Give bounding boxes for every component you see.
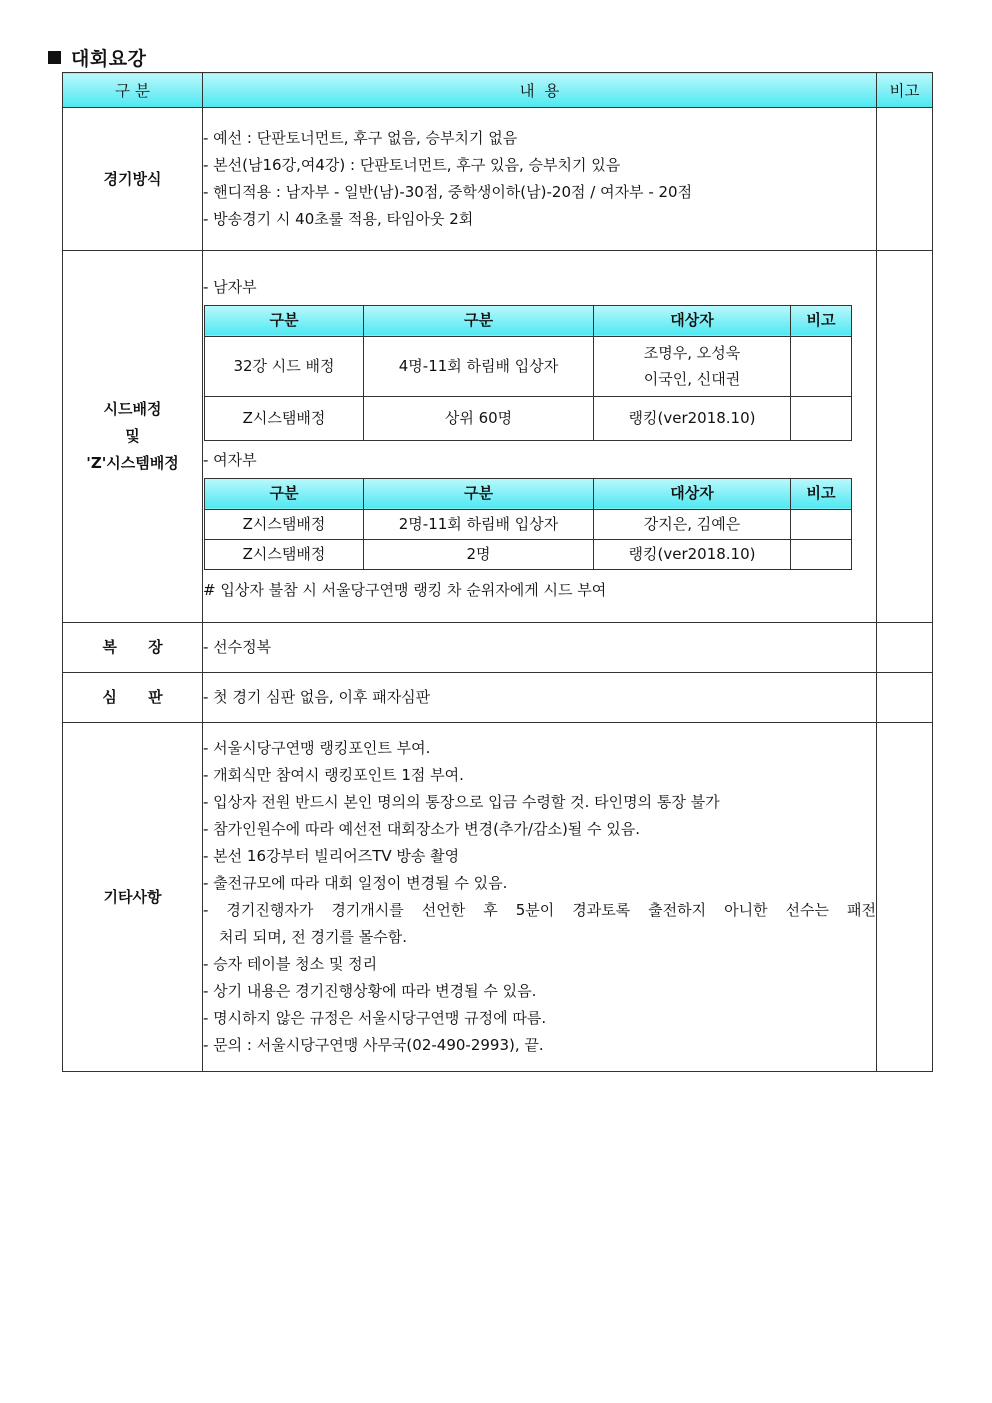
category-attire: 복 장 (63, 623, 203, 673)
men-table-header (205, 305, 852, 336)
page-title (48, 44, 146, 71)
misc-line: - 본선 16강부터 빌리어즈TV 방송 촬영 (203, 847, 460, 865)
table-header-row (63, 73, 933, 108)
men-row-person: 이국인, 신대권 (643, 370, 741, 388)
women-header-cell: 구분 (364, 478, 594, 509)
misc-line: - 문의 : 서울시당구연맹 사무국(02-490-2993), 끝. (203, 1036, 544, 1054)
seed-note: # 입상자 불참 시 서울당구연맹 랭킹 차 순위자에게 시드 부여 (203, 580, 607, 599)
women-row-cell: 2명-11회 하림배 입상자 (364, 509, 594, 539)
remarks-format (877, 108, 933, 251)
format-line: - 본선(남16강,여4강) : 단판토너먼트, 후구 있음, 승부치기 있음 (203, 156, 621, 174)
men-row-cell: 4명-11회 하림배 입상자 (364, 336, 594, 396)
women-header-cell: 비고 (791, 478, 852, 509)
men-header-cell: 비고 (791, 305, 852, 336)
women-header-cell: 구분 (205, 478, 364, 509)
men-header-cell: 대상자 (594, 305, 791, 336)
men-row-person: 조명우, 오성욱 (643, 344, 741, 362)
table-row (205, 396, 852, 440)
category-format: 경기방식 (63, 108, 203, 251)
men-row-cell (791, 396, 852, 440)
content-seed (203, 251, 877, 623)
page-title-text: 대회요강 (71, 48, 147, 70)
women-row-cell (791, 509, 852, 539)
men-row-cell: Z시스탬배정 (205, 396, 364, 440)
tournament-guide-table (62, 72, 933, 1072)
men-row-cell: 랭킹(ver2018.10) (594, 396, 791, 440)
category-seed-line: 'Z'시스템배정 (86, 454, 179, 472)
misc-line: - 경기진행자가 경기개시를 선언한 후 5분이 경과토록 출전하지 아니한 선수는 패전 (203, 901, 876, 919)
misc-line: - 출전규모에 따라 대회 일정이 변경될 수 있음. (203, 874, 508, 892)
women-row-cell: Z시스탬배정 (205, 539, 364, 569)
remarks-seed (877, 251, 933, 623)
row-misc (63, 723, 933, 1072)
men-header-cell: 구분 (205, 305, 364, 336)
misc-line: 처리 되며, 전 경기를 몰수함. (219, 928, 407, 946)
women-row-cell: 랭킹(ver2018.10) (594, 539, 791, 569)
content-misc (203, 723, 877, 1072)
misc-line: - 입상자 전원 반드시 본인 명의의 통장으로 입금 수령할 것. 타인명의 통장 불가 (203, 793, 720, 811)
remarks-referee (877, 673, 933, 723)
content-referee: - 첫 경기 심판 없음, 이후 패자심판 (203, 673, 877, 723)
category-seed (63, 251, 203, 623)
women-row-cell: 2명 (364, 539, 594, 569)
men-row-cell (594, 336, 791, 396)
women-table-header (205, 478, 852, 509)
table-row (205, 336, 852, 396)
table-row (205, 539, 852, 569)
misc-line: - 참가인원수에 따라 예선전 대회장소가 변경(추가/감소)될 수 있음. (203, 820, 641, 838)
misc-line: - 상기 내용은 경기진행상황에 따라 변경될 수 있음. (203, 982, 537, 1000)
row-referee (63, 673, 933, 723)
header-content: 내 용 (203, 73, 877, 108)
table-row (205, 509, 852, 539)
row-attire (63, 623, 933, 673)
misc-line: - 개회식만 참여시 랭킹포인트 1점 부여. (203, 766, 464, 784)
misc-line: - 승자 테이블 청소 및 정리 (203, 955, 378, 973)
category-seed-line: 및 (125, 427, 140, 445)
header-category: 구 분 (63, 73, 203, 108)
category-misc: 기타사항 (63, 723, 203, 1072)
header-remarks: 비고 (877, 73, 933, 108)
misc-line: - 명시하지 않은 규정은 서울시당구연맹 규정에 따름. (203, 1009, 547, 1027)
remarks-attire (877, 623, 933, 673)
remarks-misc (877, 723, 933, 1072)
format-line: - 핸디적용 : 남자부 - 일반(남)-30점, 중학생이하(남)-20점 / 여자부 - 20점 (203, 183, 693, 201)
format-line: - 방송경기 시 40초룰 적용, 타임아웃 2회 (203, 210, 474, 228)
row-format (63, 108, 933, 251)
men-row-cell: 상위 60명 (364, 396, 594, 440)
women-division-label: - 여자부 (203, 450, 257, 469)
square-bullet-icon (48, 51, 61, 64)
misc-line: - 서울시당구연맹 랭킹포인트 부여. (203, 739, 431, 757)
row-seed (63, 251, 933, 623)
men-division-label: - 남자부 (203, 277, 257, 296)
content-format (203, 108, 877, 251)
content-attire: - 선수정복 (203, 623, 877, 673)
men-row-cell (791, 336, 852, 396)
women-row-cell (791, 539, 852, 569)
women-seed-table (204, 478, 852, 570)
category-referee: 심 판 (63, 673, 203, 723)
women-row-cell: Z시스탬배정 (205, 509, 364, 539)
men-seed-table (204, 305, 852, 441)
men-header-cell: 구분 (364, 305, 594, 336)
category-seed-line: 시드배정 (103, 400, 162, 418)
men-row-cell: 32강 시드 배정 (205, 336, 364, 396)
women-row-cell: 강지은, 김예은 (594, 509, 791, 539)
format-line: - 예선 : 단판토너먼트, 후구 없음, 승부치기 없음 (203, 129, 518, 147)
women-header-cell: 대상자 (594, 478, 791, 509)
